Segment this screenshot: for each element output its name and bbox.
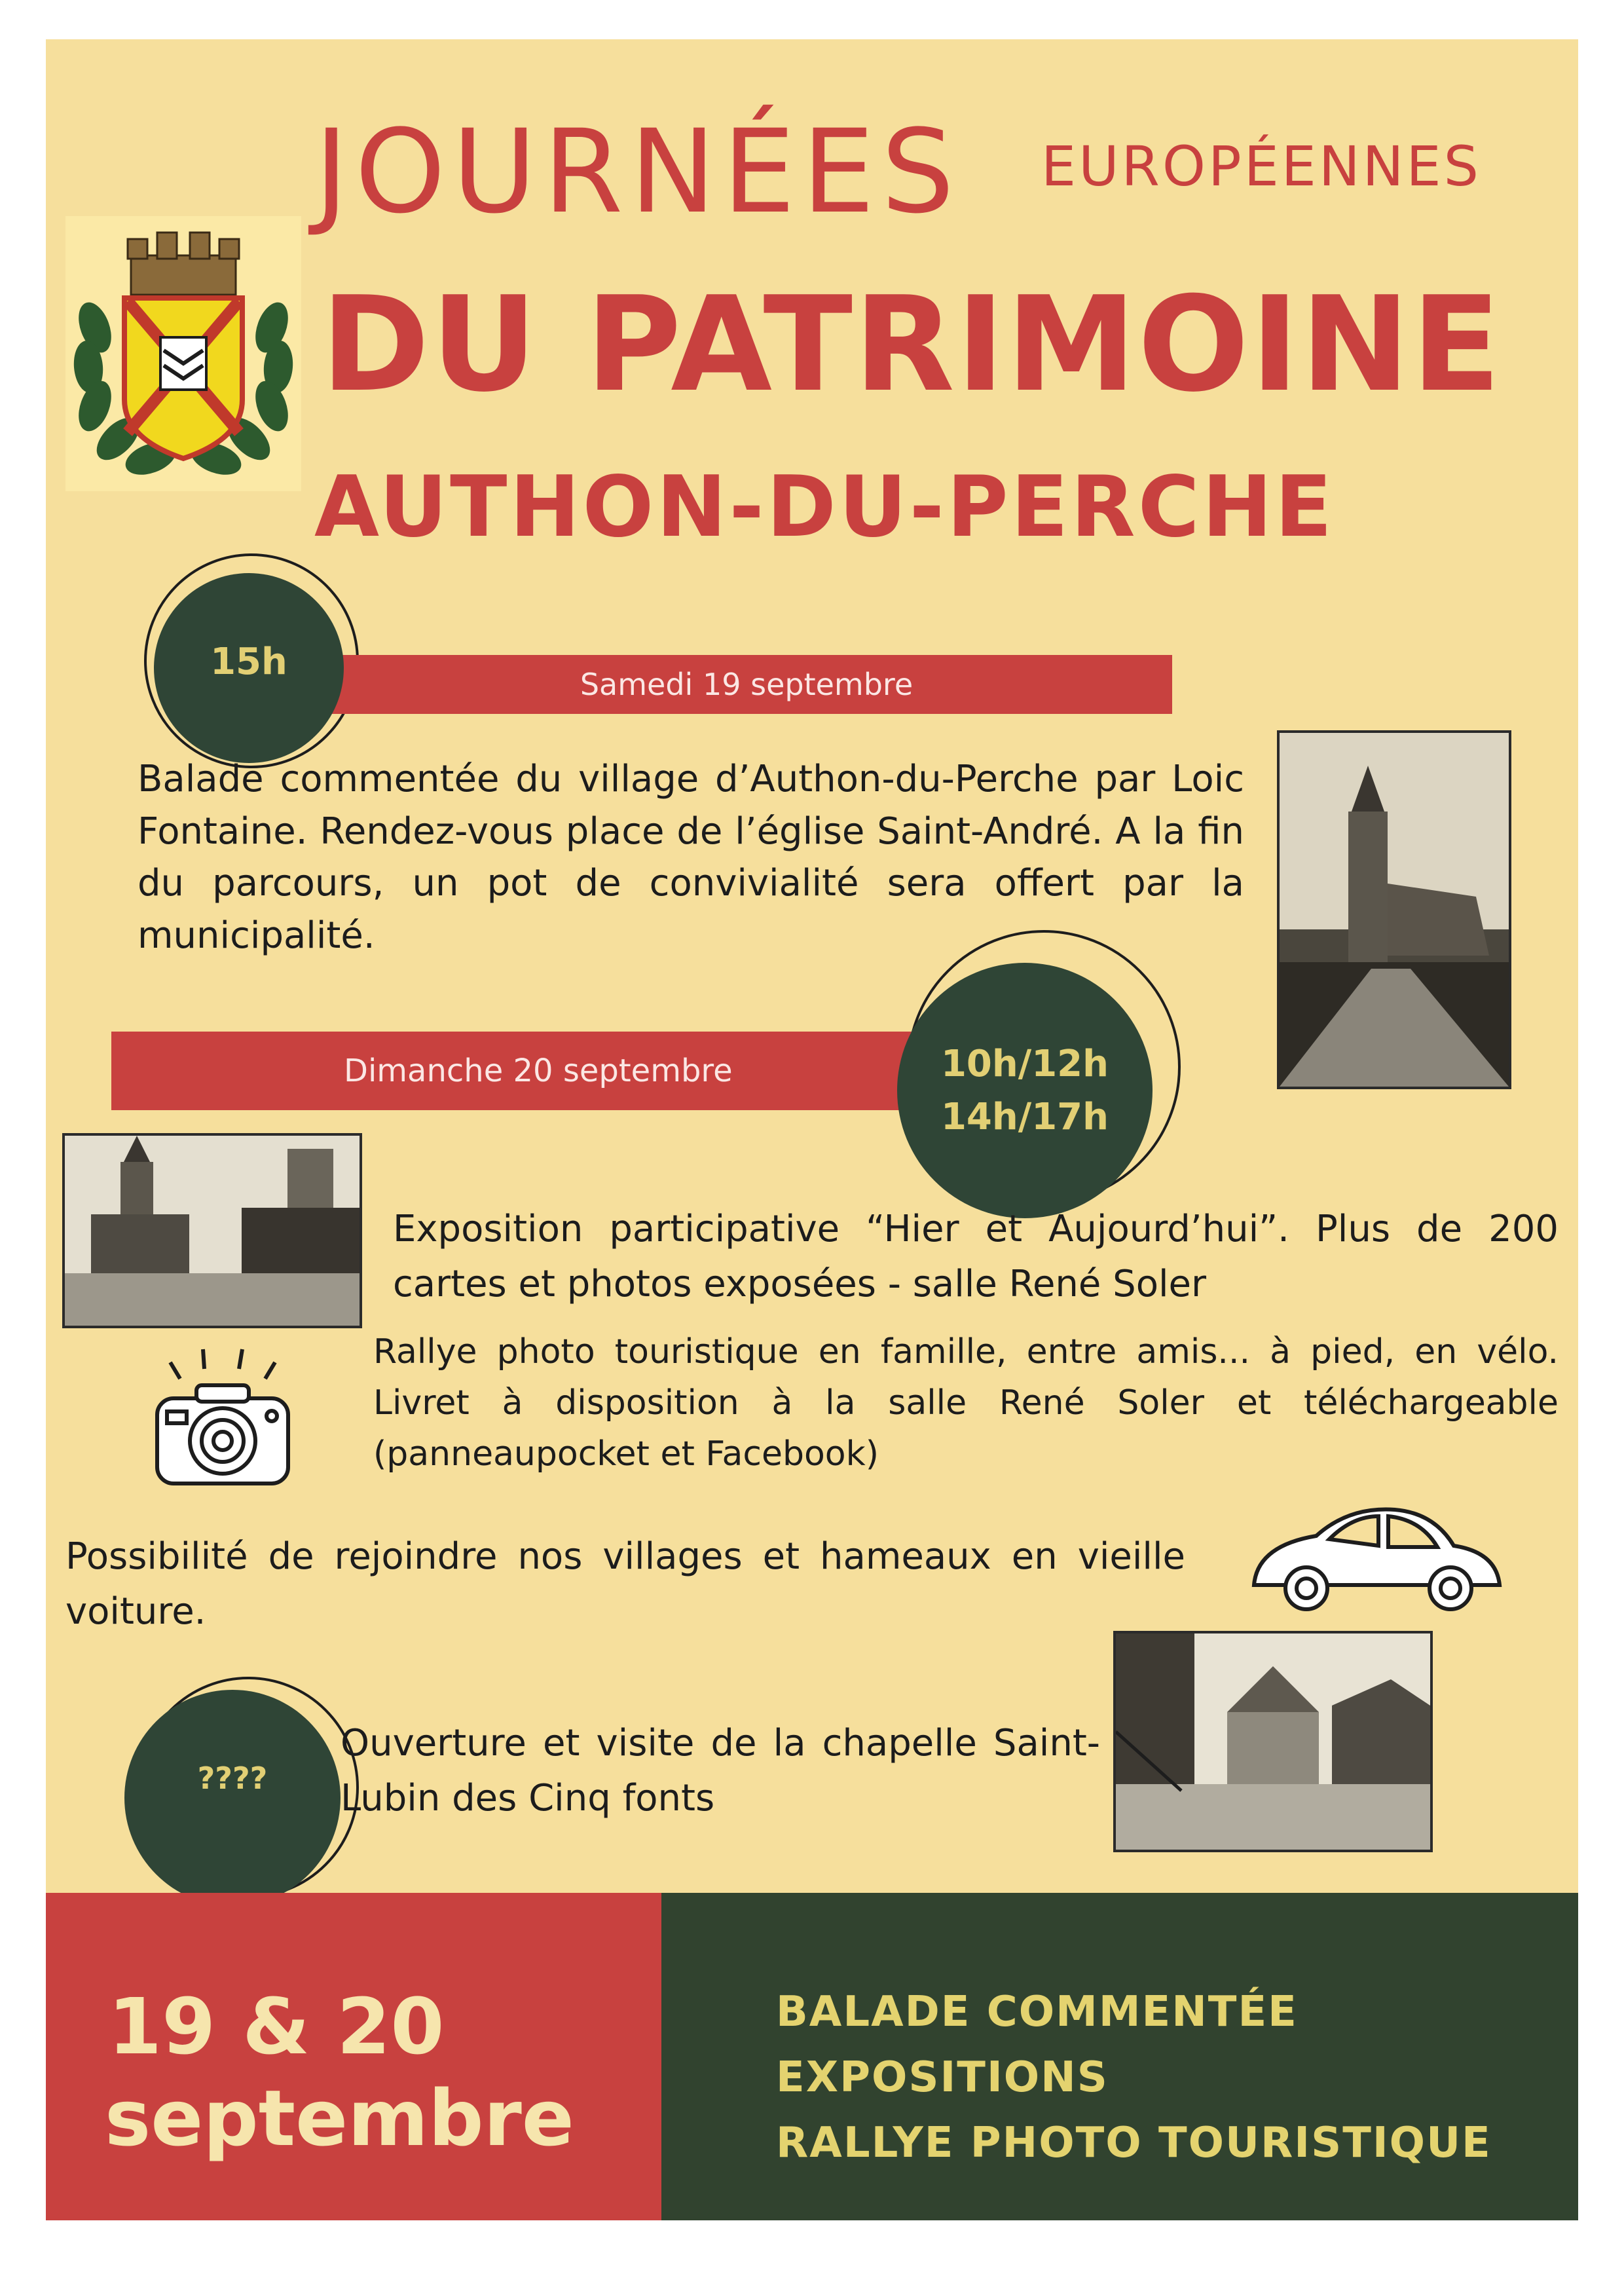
camera-icon — [144, 1343, 301, 1493]
program-item-balade: BALADE COMMENTÉE — [776, 1988, 1298, 2036]
date-label: Dimanche 20 septembre — [344, 1053, 733, 1089]
title-journees: JOURNÉES — [314, 105, 961, 239]
time-circle-15h — [154, 573, 344, 763]
time-morning: 10h/12h — [940, 1042, 1109, 1085]
event1-description: Balade commentée du village d’Authon-du-Perche par Loic Fontaine. Rendez-vous place de l’église Saint-André. A la fin du parcours, un pot de convivialité sera offert par la municipalité. — [138, 758, 1244, 957]
coat-of-arms-icon — [65, 216, 301, 491]
title-europeennes: EUROPÉENNES — [1041, 134, 1481, 198]
voiture-text: Possibilité de rejoindre nos villages et hameaux en vieille voiture. — [65, 1535, 1185, 1633]
rallye-text: Rallye photo touristique en famille, entre amis... à pied, en vélo. Livret à disposition à la salle René Soler et téléchargeable (panneaupocket et Facebook) — [373, 1332, 1559, 1474]
church-photo — [1277, 730, 1511, 1089]
time-circle-unknown — [124, 1690, 341, 1906]
date-bar-saturday — [321, 655, 1172, 714]
village-street-photo — [62, 1133, 362, 1328]
time-label: ???? — [197, 1761, 268, 1796]
program-item-expositions: EXPOSITIONS — [776, 2053, 1109, 2102]
time-afternoon: 14h/17h — [940, 1096, 1109, 1138]
footer-dates: 19 & 20 — [108, 1981, 445, 2072]
time-circle-sunday — [897, 963, 1153, 1218]
footer-month: septembre — [105, 2073, 574, 2163]
exposition-text: Exposition participative “Hier et Aujourd’hui”. Plus de 200 cartes et photos exposées - salle René Soler — [393, 1208, 1559, 1305]
poster — [46, 39, 1578, 2220]
vintage-car-icon — [1244, 1500, 1506, 1618]
chapelle-text: Ouverture et visite de la chapelle Saint-Lubin des Cinq fonts — [341, 1722, 1100, 1819]
date-bar-sunday — [111, 1032, 963, 1110]
date-label: Samedi 19 septembre — [580, 667, 913, 702]
title-authon: AUTHON-DU-PERCHE — [314, 458, 1335, 556]
time-label: 15h — [210, 640, 287, 683]
program-item-rallye: RALLYE PHOTO TOURISTIQUE — [776, 2119, 1492, 2167]
chapel-photo — [1113, 1631, 1433, 1852]
title-patrimoine: DU PATRIMOINE — [321, 269, 1502, 421]
